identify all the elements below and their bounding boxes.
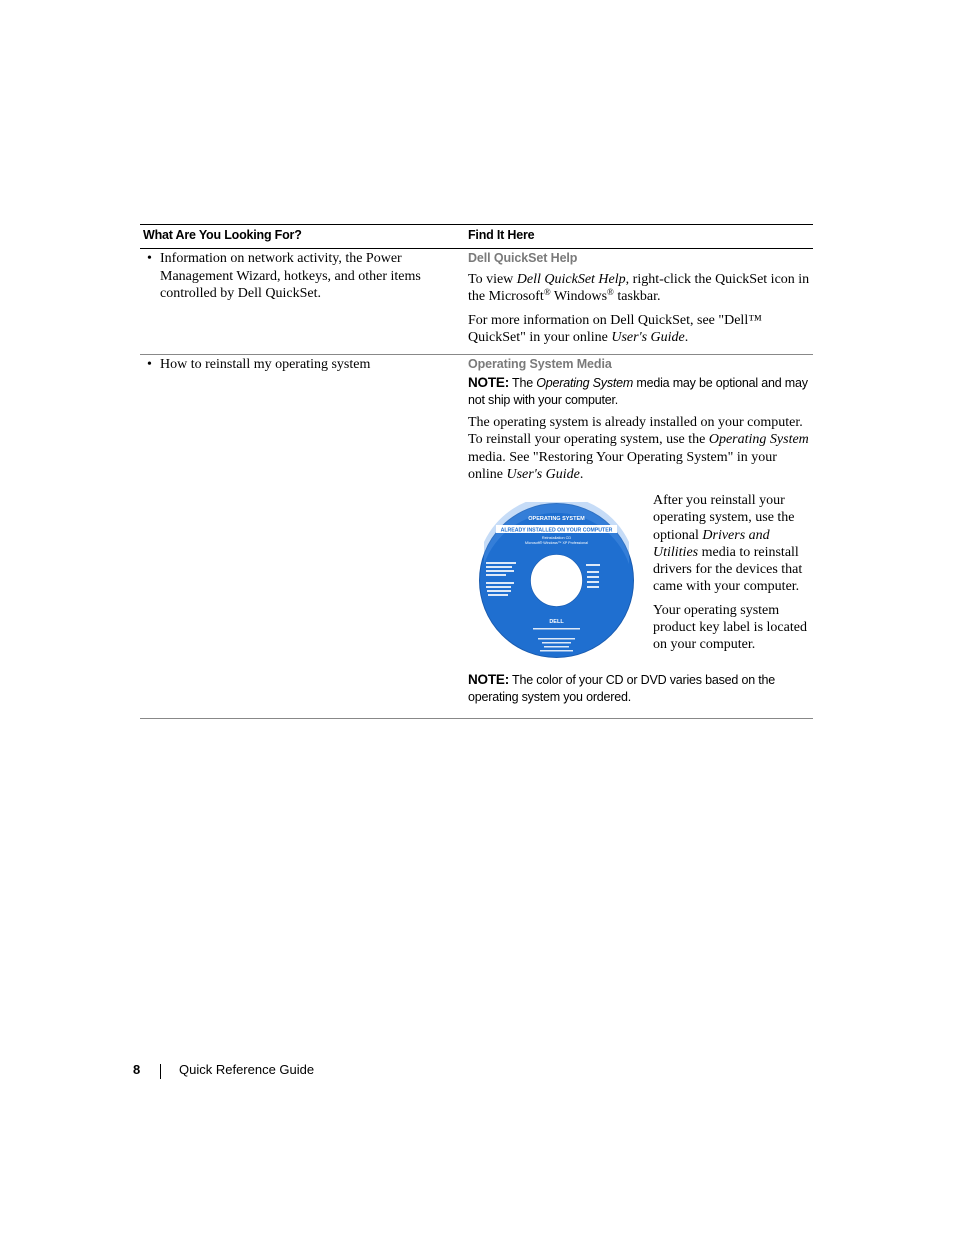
svg-text:DELL: DELL <box>549 619 564 625</box>
cd-side-text <box>653 492 813 660</box>
svg-text:Microsoft® Windows™ XP Profess: Microsoft® Windows™ XP Professional <box>525 541 588 545</box>
svg-text:OPERATING SYSTEM: OPERATING SYSTEM <box>528 516 585 522</box>
bullet-item-quickset: • Information on network activity, the Power Management Wizard, hotkeys, and other items controlled by Dell QuickSet. <box>140 250 435 303</box>
quickset-heading: Dell QuickSet Help <box>468 251 578 265</box>
quickset-paragraph-1: To view Dell QuickSet Help, right-click the QuickSet icon in the Microsoft® Windows® taskbar. <box>468 272 810 305</box>
find-quickset <box>465 251 810 346</box>
svg-text:Reinstallation CD: Reinstallation CD <box>541 536 572 540</box>
table-row <box>140 249 813 355</box>
note-cd-color: NOTE: The color of your CD or DVD varies based on the operating system you ordered. <box>468 672 775 705</box>
os-paragraph: The operating system is already installed on your computer. To reinstall your operating system, use the Operating System media. See "Restoring Your Operating System" in your online User's Guide. <box>468 415 809 482</box>
table-header-row <box>140 225 813 249</box>
cd-disc-icon <box>478 502 635 659</box>
header-find-it-here: Find It Here <box>465 225 813 249</box>
quickset-paragraph-2: For more information on Dell QuickSet, see "Dell™ QuickSet" in your online User's Guide. <box>468 312 762 345</box>
svg-text:ALREADY INSTALLED ON YOUR COMP: ALREADY INSTALLED ON YOUR COMPUTER <box>500 527 613 534</box>
product-key-paragraph: Your operating system product key label is located on your computer. <box>653 602 807 653</box>
os-cd-image <box>478 502 635 659</box>
guide-title: Quick Reference Guide <box>179 1062 315 1077</box>
footer-divider <box>160 1064 161 1079</box>
page-number: 8 <box>133 1062 141 1077</box>
note-optional-media: NOTE: The Operating System media may be optional and may not ship with your computer. <box>468 375 808 407</box>
drivers-utilities-paragraph: After you reinstall your operating system, use the optional Drivers and Utilities media to reinstall drivers for the devices that came with your computer. <box>653 493 803 595</box>
bullet-list <box>140 356 465 374</box>
bullet-list <box>140 250 465 303</box>
bullet-item-reinstall: • How to reinstall my operating system <box>140 356 435 374</box>
os-media-heading: Operating System Media <box>468 357 612 371</box>
header-looking-for: What Are You Looking For? <box>140 225 465 249</box>
